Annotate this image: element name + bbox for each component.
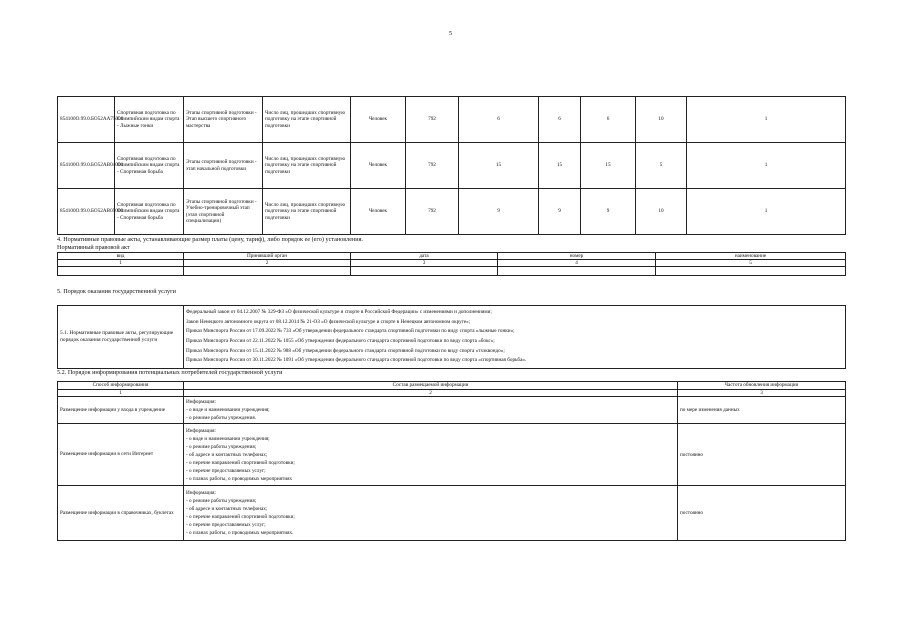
number-cell: 1 [58,390,184,397]
frequency-cell: постоянно [678,486,846,541]
registry-code-cell: 854100О.99.0.БО52АВ04000 [58,143,115,189]
method-cell: Размещение информации в справочниках, буклетах [58,486,184,541]
regulation-item: Приказ Минспорта России от 30.11.2022 № 1091 «Об утверждении федерального стандарта спортивной подготовки по виду спорта «спортивная борьба». [186,357,527,364]
okei-cell: 792 [406,143,459,189]
value-cell: 15 [459,143,539,189]
value-cell: 9 [581,189,636,235]
content-line: Информация: [186,490,216,497]
number-cell: 3 [678,390,846,397]
value-cell: 9 [539,189,581,235]
regulations-label: 5.1. Нормативные правовые акты, регулирующие порядок оказания государственной услуги [58,306,184,369]
value-cell: 1 [687,143,846,189]
number-cell: 2 [184,260,351,267]
unit-cell: Человек [351,97,406,143]
header-cell: Частота обновления информации [678,382,846,390]
registry-code-cell: 854100О.99.0.БО52АА75000 [58,97,115,143]
regulation-item: Приказ Минспорта России от 22.11.2022 № 1055 «Об утверждении федерального стандарта спортивной подготовки по виду спорта «бокс»; [186,338,495,344]
sport-cell: Спортивная подготовка по Олимпийским видам спорта - Спортивная борьба [115,189,184,235]
indicator-cell: Число лиц, прошедших спортивную подготовку на этапе спортивной подготовки [263,97,351,143]
value-cell: 5 [636,143,687,189]
service-volume-table [57,96,846,235]
page-number: 5 [449,30,453,37]
section4-subheading: Нормативный правовой акт [57,244,130,251]
value-cell: 6 [539,97,581,143]
number-cell: 3 [351,260,498,267]
content-line: - об адресе и контактных телефонах; [186,451,268,458]
regulation-item: Приказ Минспорта России от 15.11.2022 № 988 «Об утверждении федерального стандарта спортивной подготовки по виду спорта «тхэквондо»; [186,347,505,354]
sport-cell: Спортивная подготовка по Олимпийским видам спорта - Спортивная борьба [115,143,184,189]
content-line: - об адресе и контактных телефонах; [186,506,268,513]
content-line: - о планах работы, о проводимых мероприятиях [186,475,293,482]
value-cell: 1 [687,189,846,235]
content-cell [184,486,678,541]
number-cell: 2 [184,390,678,397]
regulations-list [184,306,846,369]
section52-heading: 5.2. Порядок информирования потенциальных потребителей государственной услуги [57,369,283,376]
table-row [58,143,846,189]
header-cell: Состав размещаемой информации [184,382,678,390]
method-cell: Размещение информации в сети Интернет [58,424,184,486]
content-line: Информация: [186,427,216,434]
okei-cell: 792 [406,189,459,235]
content-line: - о перечне направлений спортивной подготовки; [186,514,295,521]
sport-cell: Спортивная подготовка по Олимпийским видам спорта - Лыжные гонки [115,97,184,143]
value-cell: 10 [636,189,687,235]
number-cell: 1 [58,260,184,267]
table-row [58,397,846,424]
content-line: - о режиме работы учреждения; [186,443,257,450]
table-row [58,424,846,486]
content-line: Информация: [186,399,216,406]
content-line: - о виде и наименовании учреждения; [186,407,270,414]
number-cell: 5 [656,260,846,267]
value-cell: 6 [581,97,636,143]
informing-table [57,381,846,541]
content-line: - о режиме работы учреждения; [186,498,257,505]
value-cell: 9 [459,189,539,235]
regulation-item: Закон Ненецкого автономного округа от 08.12.2014 № 21-ОЗ «О физической культуре и спорте в Ненецком автономном округе»; [186,318,471,325]
header-cell: наименование [656,253,846,260]
value-cell: 10 [636,97,687,143]
content-line: - о планах работы, о проводимых мероприятиях. [186,530,294,537]
unit-cell: Человек [351,143,406,189]
unit-cell: Человек [351,189,406,235]
frequency-cell: постоянно [678,424,846,486]
value-cell: 15 [581,143,636,189]
table-row [58,97,846,143]
header-cell: номер [498,253,656,260]
header-cell: вид [58,253,184,260]
indicator-cell: Число лиц, прошедших спортивную подготовку на этапе спортивной подготовки [263,143,351,189]
section4-heading: 4. Нормативные правовые акты, устанавливающие размер платы (цену, тариф), либо порядок ее (его) установления. [57,236,363,243]
content-line: - о перечне направлений спортивной подготовки; [186,459,295,466]
regulations-table [57,305,846,369]
content-cell [184,424,678,486]
content-line: - о перечне предоставляемых услуг; [186,467,266,474]
regulation-item: Федеральный закон от 04.12.2007 № 329-ФЗ «О физической культуре и спорте в Российской Федерации» с изменениями и дополнениями; [186,309,492,316]
stage-cell: Этапы спортивной подготовки - этап начальной подготовки [184,143,263,189]
value-cell: 1 [687,97,846,143]
header-cell: Способ информирования [58,382,184,390]
frequency-cell: по мере изменения данных [678,397,846,424]
content-line: - о виде и наименовании учреждения; [186,435,270,442]
header-cell: Принявший орган [184,253,351,260]
section5-heading: 5. Порядок оказания государственной услуги [57,288,176,295]
table-row [58,189,846,235]
regulation-item: Приказ Минспорта России от 17.09.2022 № 733 «Об утверждении федерального стандарта спортивной подготовки по виду спорта «лыжные гонки»; [186,328,515,335]
value-cell: 6 [459,97,539,143]
legal-acts-table [57,252,846,276]
indicator-cell: Число лиц, прошедших спортивную подготовку на этапе спортивной подготовки [263,189,351,235]
header-cell: дата [351,253,498,260]
number-cell: 4 [498,260,656,267]
method-cell: Размещение информации у входа в учреждение [58,397,184,424]
registry-code-cell: 854100О.99.0.БО52АВ05000 [58,189,115,235]
stage-cell: Этапы спортивной подготовки - Учебно-тренировочный этап (этап спортивной специализации) [184,189,263,235]
stage-cell: Этапы спортивной подготовки - Этап высшего спортивного мастерства [184,97,263,143]
content-cell [184,397,678,424]
value-cell: 15 [539,143,581,189]
table-row [58,486,846,541]
content-line: - о режиме работы учреждения. [186,415,257,422]
content-line: - о перечне предоставляемых услуг; [186,522,266,529]
okei-cell: 792 [406,97,459,143]
